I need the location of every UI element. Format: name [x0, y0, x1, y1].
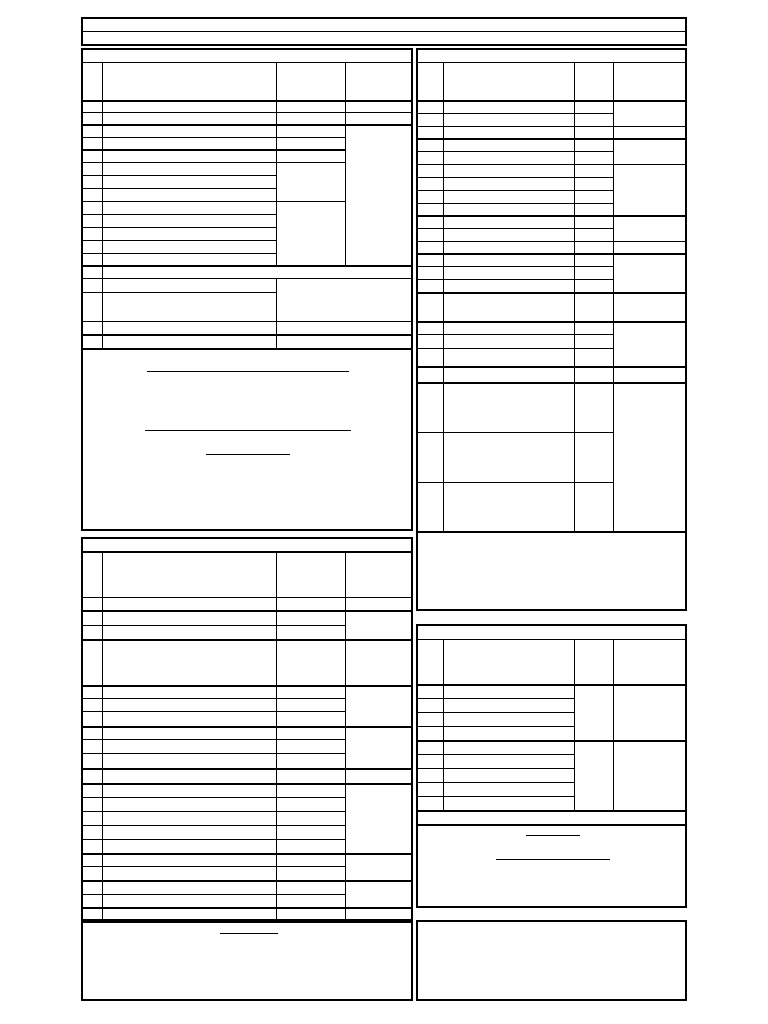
table-row — [418, 253, 685, 255]
section-top-left — [81, 48, 413, 531]
table-row — [418, 382, 685, 384]
note-underline — [147, 371, 349, 372]
column-line — [276, 551, 277, 919]
column-line — [345, 62, 346, 265]
table-row — [83, 188, 277, 189]
table-row — [83, 175, 277, 176]
column-line — [443, 62, 444, 531]
table-row — [83, 825, 345, 826]
notes-bottom-left — [81, 921, 413, 1001]
table-row — [83, 137, 345, 138]
table-bottom — [83, 348, 411, 350]
table-row — [418, 348, 613, 349]
header-divider — [418, 100, 685, 102]
table-row — [83, 149, 345, 151]
title-banner — [81, 17, 687, 46]
table-row — [83, 894, 345, 895]
table-row — [83, 639, 411, 641]
table-row — [418, 432, 613, 433]
table-row — [418, 190, 613, 191]
heading-divider — [83, 62, 411, 63]
table-row — [418, 768, 574, 769]
table-row — [418, 215, 685, 217]
table-row — [418, 177, 613, 178]
column-line — [574, 639, 575, 810]
table-row — [418, 321, 685, 323]
note-underline — [145, 430, 351, 431]
table-row — [83, 768, 411, 770]
table-row — [83, 797, 345, 798]
column-line — [345, 551, 346, 919]
column-line — [276, 62, 277, 265]
table-row — [418, 754, 574, 755]
table-row — [83, 162, 345, 163]
table-row — [418, 482, 613, 483]
column-line — [276, 278, 277, 348]
table-row — [418, 203, 613, 204]
group-divider — [83, 112, 411, 113]
table-row — [83, 227, 277, 228]
table-row — [83, 685, 411, 687]
table-row — [418, 138, 685, 140]
table-row — [83, 321, 411, 322]
group-divider — [83, 265, 411, 267]
note-underline — [206, 454, 290, 455]
table-row — [418, 113, 613, 114]
table-row — [418, 164, 685, 165]
column-line — [613, 639, 614, 810]
header-divider — [83, 597, 411, 598]
table-bottom — [418, 824, 685, 826]
note-underline — [526, 835, 580, 836]
table-row — [418, 698, 574, 699]
section-bottom-right — [416, 624, 687, 908]
heading-divider — [418, 639, 685, 640]
heading-divider — [418, 62, 685, 63]
table-row — [83, 240, 277, 241]
table-row — [418, 151, 613, 152]
table-row — [83, 839, 345, 840]
title-divider — [83, 31, 685, 32]
table-row — [418, 366, 685, 368]
table-row — [418, 334, 613, 335]
table-row — [418, 292, 685, 294]
section-bottom-left — [81, 537, 413, 921]
table-row — [83, 334, 411, 336]
header-divider — [83, 100, 411, 102]
column-line — [574, 62, 575, 531]
table-row — [83, 866, 345, 867]
table-row — [83, 711, 345, 712]
table-row — [418, 279, 613, 280]
note-underline — [496, 859, 610, 860]
table-row — [83, 907, 411, 909]
table-row — [418, 126, 685, 127]
table-row — [83, 880, 411, 882]
table-row — [418, 726, 574, 727]
table-row — [418, 266, 613, 267]
table-row — [83, 726, 411, 728]
note-underline — [220, 933, 278, 934]
section-top-right — [416, 48, 687, 611]
table-row — [418, 796, 574, 797]
table-row — [83, 739, 345, 740]
table-row — [83, 201, 345, 202]
table-bottom — [418, 810, 685, 812]
column-line — [102, 62, 103, 348]
table-row — [83, 753, 345, 754]
column-line — [613, 62, 614, 531]
column-line — [102, 551, 103, 919]
column-line — [443, 639, 444, 810]
table-row — [418, 712, 574, 713]
table-row — [83, 625, 345, 626]
table-bottom — [418, 531, 685, 533]
table-row — [83, 698, 345, 699]
table-row — [83, 853, 411, 855]
table-row — [418, 782, 574, 783]
table-row — [83, 783, 411, 785]
group-divider — [83, 124, 411, 126]
footer-right-box — [416, 920, 687, 1001]
group-divider — [83, 278, 411, 279]
table-row — [418, 228, 613, 229]
table-row — [83, 292, 277, 293]
table-row — [83, 610, 411, 612]
header-divider — [418, 684, 685, 686]
heading-divider — [83, 551, 411, 553]
table-row — [418, 241, 685, 242]
table-row — [83, 214, 277, 215]
table-row — [83, 253, 277, 254]
table-row — [418, 740, 685, 742]
table-row — [83, 811, 345, 812]
